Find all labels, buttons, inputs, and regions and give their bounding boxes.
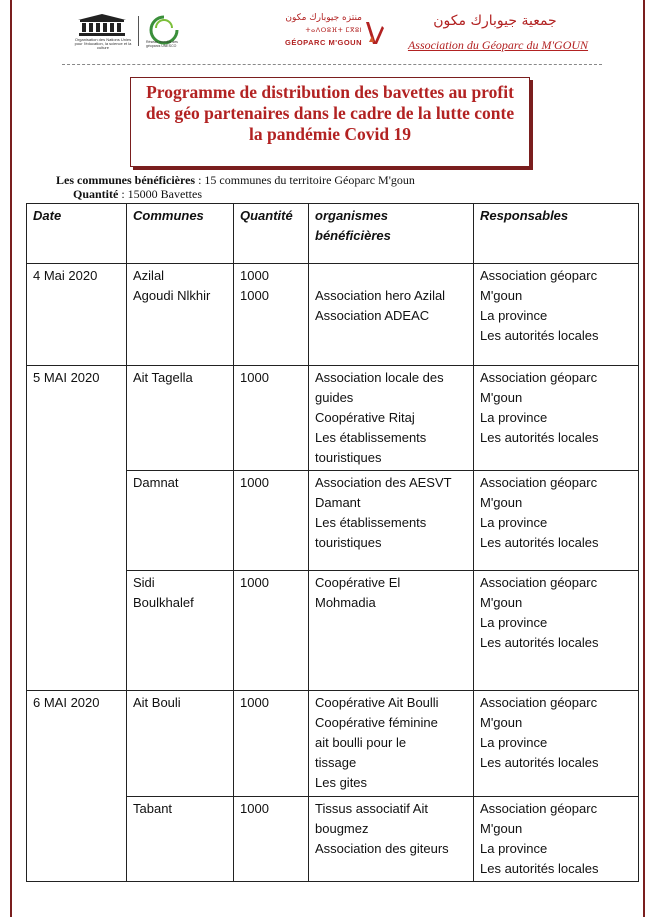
organisme: Association locale des xyxy=(315,370,444,385)
organisme: Coopérative Ritaj xyxy=(315,410,415,425)
responsable: Les autorités locales xyxy=(480,535,599,550)
cell-quantite xyxy=(234,366,309,471)
cell-communes xyxy=(127,797,234,882)
quantity: 1000 xyxy=(240,475,269,490)
quantity: 1000 xyxy=(240,370,269,385)
responsable: M'goun xyxy=(480,288,523,303)
organisme: bougmez xyxy=(315,821,369,836)
document-title: Programme de distribution des bavettes au profit des géo partenaires dans le cadre de la lutte conte la pandémie Covid 19 xyxy=(145,82,515,144)
organisme: touristiques xyxy=(315,535,382,550)
cell-date xyxy=(27,797,127,882)
quantite-label: Quantité xyxy=(73,187,119,201)
cell-organismes xyxy=(309,264,474,366)
commune: Agoudi Nlkhir xyxy=(133,288,211,303)
table-row xyxy=(27,366,639,471)
cell-quantite xyxy=(234,797,309,882)
quantity: 1000 xyxy=(240,575,269,590)
organisme: Tissus associatif Ait xyxy=(315,801,428,816)
mgoun-latin-name: GÉOPARC M'GOUN xyxy=(285,38,362,47)
organisme: Coopérative El xyxy=(315,575,401,590)
cell-responsables xyxy=(474,366,639,471)
commune: Ait Tagella xyxy=(133,370,193,385)
organisme: Damant xyxy=(315,495,361,510)
responsable: Association géoparc xyxy=(480,575,598,590)
cell-communes xyxy=(127,571,234,691)
responsable: Les autorités locales xyxy=(480,755,599,770)
responsable: M'goun xyxy=(480,390,523,405)
responsable: Les autorités locales xyxy=(480,328,599,343)
commune: Tabant xyxy=(133,801,173,816)
organisme: ait boulli pour le xyxy=(315,735,407,750)
cell-organismes xyxy=(309,366,474,471)
organisme: touristiques xyxy=(315,450,382,465)
table-row xyxy=(27,691,639,797)
commune: Boulkhalef xyxy=(133,595,194,610)
organisme: Association hero Azilal xyxy=(315,288,446,303)
responsable: La province xyxy=(480,410,548,425)
header-responsables: Responsables xyxy=(474,204,639,264)
commune: Damnat xyxy=(133,475,179,490)
cell-date xyxy=(27,471,127,571)
association-arabic-name: جمعية جيوبارك مكون xyxy=(433,13,557,29)
cell-date: 5 MAI 2020 xyxy=(27,366,127,471)
cell-responsables xyxy=(474,471,639,571)
cell-organismes xyxy=(309,797,474,882)
page-edge-left xyxy=(10,0,12,917)
mgoun-arabic-name: منتزه جيوبارك مكون xyxy=(285,13,362,23)
cell-quantite xyxy=(234,471,309,571)
cell-communes xyxy=(127,264,234,366)
header-separator xyxy=(138,16,139,46)
communes-value: : 15 communes du territoire Géoparc M'goun xyxy=(195,173,415,187)
quantity: 1000 xyxy=(240,288,269,303)
cell-responsables xyxy=(474,691,639,797)
commune: Azilal xyxy=(133,268,165,283)
cell-quantite xyxy=(234,264,309,366)
responsable: La province xyxy=(480,735,548,750)
table-row xyxy=(27,264,639,366)
quantity: 1000 xyxy=(240,695,269,710)
responsable: La province xyxy=(480,615,548,630)
quantity: 1000 xyxy=(240,268,269,283)
responsable: La province xyxy=(480,841,548,856)
organisme: Association des giteurs xyxy=(315,841,449,856)
organisme: Les gites xyxy=(315,775,368,790)
responsable: Association géoparc xyxy=(480,475,598,490)
table-row xyxy=(27,797,639,882)
organisme: Association des AESVT xyxy=(315,475,452,490)
organisme: Association ADEAC xyxy=(315,308,430,323)
organisme: Les établissements xyxy=(315,430,427,445)
geopark-caption: Réseau mondial des géoparcs UNESCO xyxy=(146,40,178,48)
table-row xyxy=(27,471,639,571)
info-communes xyxy=(56,173,415,188)
communes-label: Les communes bénéficières xyxy=(56,173,196,187)
cell-communes xyxy=(127,366,234,471)
cell-date: 6 MAI 2020 xyxy=(27,691,127,797)
cell-responsables xyxy=(474,571,639,691)
mgoun-tifinagh-name: ⵜⴰⴷⵔⵓⴼⵜ ⵎⴳⵓⵏ xyxy=(305,27,362,34)
cell-quantite xyxy=(234,691,309,797)
page-edge-right xyxy=(643,0,645,917)
cell-responsables xyxy=(474,264,639,366)
cell-date: 4 Mai 2020 xyxy=(27,264,127,366)
cell-communes xyxy=(127,471,234,571)
cell-organismes xyxy=(309,691,474,797)
header-date: Date xyxy=(27,204,127,264)
header-organismes xyxy=(309,204,474,264)
cell-date xyxy=(27,571,127,691)
commune: Sidi xyxy=(133,575,155,590)
association-french-name: Association du Géoparc du M'GOUN xyxy=(407,38,589,52)
quantity: 1000 xyxy=(240,801,269,816)
quantite-value: : 15000 Bavettes xyxy=(118,187,202,201)
organisme: Coopérative Ait Boulli xyxy=(315,695,439,710)
organisme: guides xyxy=(315,390,354,405)
responsable: M'goun xyxy=(480,495,523,510)
header-communes: Communes xyxy=(127,204,234,264)
responsable: Association géoparc xyxy=(480,268,598,283)
responsable: Les autorités locales xyxy=(480,861,599,876)
distribution-table xyxy=(26,203,639,882)
responsable: Association géoparc xyxy=(480,370,598,385)
responsable: La province xyxy=(480,308,548,323)
organisme: tissage xyxy=(315,755,357,770)
info-quantite xyxy=(73,187,202,202)
unesco-logo xyxy=(72,14,134,48)
cell-responsables xyxy=(474,797,639,882)
table-header-row xyxy=(27,204,639,264)
cell-quantite xyxy=(234,571,309,691)
cell-organismes xyxy=(309,471,474,571)
responsable: Les autorités locales xyxy=(480,430,599,445)
header-quantite: Quantité xyxy=(234,204,309,264)
unesco-temple-icon xyxy=(76,14,128,36)
table-row xyxy=(27,571,639,691)
header-organismes-line: organismes xyxy=(315,208,388,223)
organisme: Les établissements xyxy=(315,515,427,530)
unesco-caption: Organisation des Nations Unies pour l'éducation, la science et la culture xyxy=(74,37,132,50)
responsable: Association géoparc xyxy=(480,801,598,816)
mgoun-geopark-icon xyxy=(363,18,385,48)
organisme: Mohmadia xyxy=(315,595,376,610)
responsable: M'goun xyxy=(480,595,523,610)
header-divider xyxy=(62,64,602,65)
responsable: Association géoparc xyxy=(480,695,598,710)
responsable: Les autorités locales xyxy=(480,635,599,650)
commune: Ait Bouli xyxy=(133,695,181,710)
organisme: Coopérative féminine xyxy=(315,715,438,730)
responsable: M'goun xyxy=(480,715,523,730)
responsable: La province xyxy=(480,515,548,530)
cell-communes xyxy=(127,691,234,797)
organisme xyxy=(315,266,468,286)
cell-organismes xyxy=(309,571,474,691)
responsable: M'goun xyxy=(480,821,523,836)
header-organismes-line: bénéficières xyxy=(315,228,391,243)
